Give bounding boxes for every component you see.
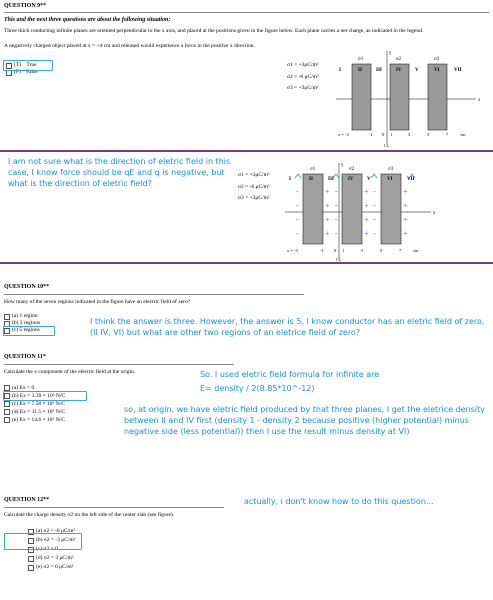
plus-mark: + [325, 229, 330, 238]
minus-mark: - [373, 215, 376, 224]
sigma1-label: σ1 [310, 167, 316, 172]
slab-2 [342, 174, 362, 244]
q10-option-b[interactable]: (b) 3 regions [4, 320, 40, 327]
region-label: II [309, 177, 313, 182]
q12-option-c[interactable]: (c) σ2 = 0 [28, 545, 75, 554]
region-label: IV [396, 68, 402, 73]
plus-mark: + [325, 201, 330, 210]
divider [4, 507, 224, 508]
selection-highlight [4, 533, 82, 550]
checkbox[interactable] [4, 417, 10, 423]
q9-option-true[interactable]: (T) True [6, 62, 38, 69]
minus-mark: - [296, 187, 299, 196]
plus-mark: + [403, 215, 408, 224]
note-3a: So. I used eletric field formula for infinite are [200, 370, 380, 379]
x-label: x [478, 98, 481, 103]
slab-2 [390, 64, 409, 130]
legend-sigma2: σ2 = -6 μC/m² [238, 183, 270, 190]
q11-option-b[interactable]: (b) Ex = 3.39 × 10⁵ N/C [4, 392, 65, 400]
arrow-up-icon [371, 174, 377, 178]
y-label: y [341, 163, 344, 168]
divider [4, 294, 304, 295]
legend-sigma3: σ3 = +3μC/m² [287, 85, 319, 92]
tick-label: 1 [390, 132, 393, 137]
sigma3-label: σ3 [434, 57, 440, 62]
note-5: actually, i don't know how to do this question... [244, 497, 434, 506]
plus-mark: + [364, 201, 369, 210]
legend-sigma2: σ2 = -6 μC/m² [287, 73, 319, 80]
figure-2 [285, 160, 445, 262]
checkbox[interactable] [4, 314, 10, 320]
x-ticks [338, 132, 466, 137]
region-label: II [358, 68, 362, 73]
region-label: I [339, 68, 341, 73]
note-4: so, at origin, we have eletric field produced by that three planes, I get the eletrice density between II and IV first (density 1 - density 2 because positive (higher potential) minus negative side (less potential)) then I use the result minus density at VI) [124, 405, 485, 436]
divider [0, 262, 493, 264]
q12-option-a[interactable]: (a) σ2 = -6 μC/m² [28, 527, 75, 536]
region-label: V [367, 177, 371, 182]
region-label: III [328, 177, 334, 182]
q12-option-b[interactable]: (b) σ2 = -3 μC/m² [28, 536, 75, 545]
q12-question: Calculate the charge density σ2 on the left side of the center slab (see figure). [4, 512, 175, 518]
checkbox[interactable] [4, 401, 10, 407]
minus-mark: - [373, 187, 376, 196]
cl-label: CL [336, 257, 342, 262]
tick-label: 0 [334, 248, 337, 253]
cl-label: CL [384, 143, 390, 148]
tick-label: x = -3 [338, 132, 349, 137]
divider [4, 12, 489, 13]
q11-question: Calculate the x component of the electric field at the origin. [4, 369, 136, 375]
tick-label: cm [413, 248, 419, 253]
y-label: y [389, 51, 392, 56]
slab-3 [381, 174, 401, 244]
q11-option-e[interactable]: (e) Ex = 14.6 × 10⁵ N/C [4, 416, 65, 424]
q11-option-a[interactable]: (a) Ex = 0 [4, 384, 65, 392]
q10-option-a[interactable]: (a) 1 region [4, 313, 40, 320]
checkbox[interactable] [28, 556, 34, 562]
region-label: V [415, 68, 419, 73]
note-1: I am not sure what is the direction of eletric field in this case, I know force should be qE and q is negative, but what is the direction of eletric field? [8, 157, 231, 188]
arrow-up-icon [333, 174, 339, 178]
legend-sigma1: σ1 = +3μC/m² [238, 172, 270, 178]
q11-options [4, 384, 65, 424]
region-label: VI [387, 177, 393, 182]
checkbox[interactable] [4, 409, 10, 415]
tick-label: cm [460, 132, 466, 137]
legend-sigma1: σ1 = +3μC/m² [287, 62, 319, 68]
plus-mark: + [403, 187, 408, 196]
q11-option-d[interactable]: (d) Ex = 11.5 × 10⁵ N/C [4, 408, 65, 416]
region-label: I [289, 177, 291, 182]
x-label: x [433, 211, 436, 216]
figure-1 [336, 48, 488, 148]
sigma3-label: σ3 [388, 167, 394, 172]
tick-label: 3 [408, 132, 411, 137]
minus-mark: - [335, 215, 338, 224]
slab-1 [352, 64, 371, 130]
minus-mark: - [296, 215, 299, 224]
plus-mark: + [325, 215, 330, 224]
slab-1 [303, 174, 323, 244]
q12-option-e[interactable]: (e) σ2 = 6 μC/m² [28, 563, 75, 572]
region-label: III [376, 68, 382, 73]
minus-mark: - [373, 229, 376, 238]
q12-option-d[interactable]: (d) σ2 = 3 μC/m² [28, 554, 75, 563]
plus-mark: + [325, 187, 330, 196]
region-label: VII [407, 177, 415, 182]
note-3b: E= density / 2(8.85*10^-12) [200, 384, 315, 393]
region-label: VII [454, 68, 462, 73]
slab-3 [428, 64, 447, 130]
tick-label: -1 [369, 132, 373, 137]
legend-1 [287, 62, 319, 92]
q10-title: QUESTION 10** [4, 284, 50, 290]
note-2: I think the answer is three. However, the answer is 5, I know conductor has an eletric field of zero, (II IV, VI) but what are other two regions of an eletrice field of zero? [90, 317, 485, 337]
tick-label: 7 [446, 132, 449, 137]
selection-highlight [3, 326, 55, 336]
tick-label: 5 [427, 132, 430, 137]
tick-label: 3 [361, 248, 364, 253]
minus-mark: - [335, 187, 338, 196]
minus-mark: - [296, 201, 299, 210]
divider [4, 364, 234, 365]
q10-option-c[interactable]: (c) 5 regions [4, 327, 40, 334]
q9-question: A negatively charged object placed at x = +4 cm and released would experience a force in the positive x direction. [4, 43, 255, 49]
q9-body: Three thick conducting infinite planes are oriented perpendicular to the x axis, and placed at the positions given in the figure below. Each plane carries a net charge, as indicated in the legend. [4, 28, 424, 34]
minus-mark: - [335, 229, 338, 238]
q9-title: QUESTION 9** [4, 3, 47, 9]
q10-question: How many of the seven regions indicated in the figure have an electric field of zero? [4, 299, 191, 305]
sigma2-label: σ2 [349, 167, 355, 172]
plus-mark: + [364, 229, 369, 238]
sigma2-label: σ2 [396, 57, 402, 62]
region-label: VI [434, 68, 440, 73]
legend-2 [238, 172, 270, 202]
selection-highlight [3, 60, 53, 71]
q12-title: QUESTION 12** [4, 497, 50, 503]
arrow-up-icon [295, 174, 301, 178]
plus-mark: + [403, 201, 408, 210]
checkbox[interactable] [28, 565, 34, 571]
selection-highlight [3, 391, 87, 401]
minus-mark: - [335, 201, 338, 210]
region-label: IV [348, 177, 354, 182]
tick-label: 0 [382, 132, 385, 137]
plus-mark: + [364, 215, 369, 224]
tick-label: x = -3 [287, 248, 298, 253]
x-ticks [287, 248, 419, 253]
tick-label: 5 [380, 248, 383, 253]
sigma1-label: σ1 [358, 57, 364, 62]
q11-title: QUESTION 11* [4, 354, 46, 360]
minus-mark: - [296, 229, 299, 238]
legend-sigma3: σ3 = +3μC/m² [238, 195, 270, 202]
plus-mark: + [364, 187, 369, 196]
tick-label: 7 [399, 248, 402, 253]
tick-label: 1 [342, 248, 345, 253]
minus-mark: - [373, 201, 376, 210]
divider [0, 150, 493, 152]
q9-option-false[interactable]: (F) False [6, 69, 38, 76]
q9-context: This and the next three questions are about the following situation: [4, 17, 171, 23]
tick-label: -1 [320, 248, 324, 253]
q11-option-c[interactable]: (c) Ex = 7.58 × 10⁵ N/C [4, 400, 65, 408]
plus-mark: + [403, 229, 408, 238]
